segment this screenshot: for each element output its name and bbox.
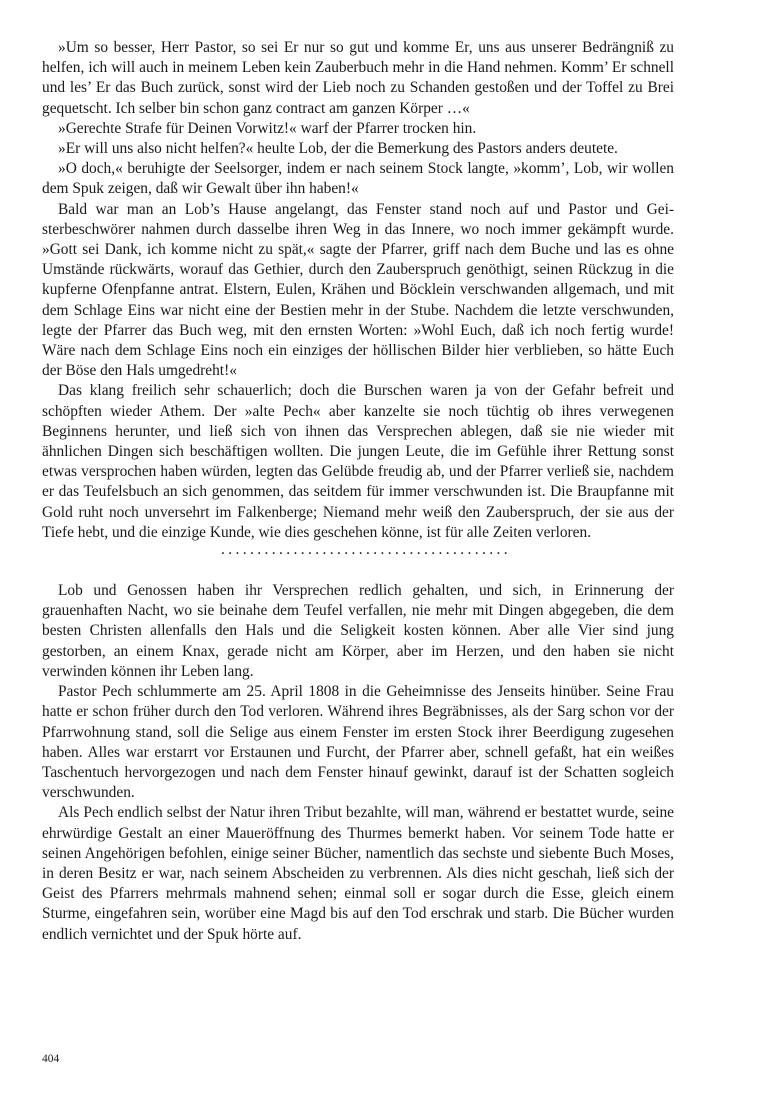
paragraph: Pastor Pech schlummerte am 25. April 1808 in die Geheimnisse des Jenseits hinüber. Seine Frau hatte er schon früher durch den Tod verloren. Während ihres Begräbnisses, als der Sarg schon vor der Pfarrwohnung stand, soll die Selige aus einem Fenster im ersten Stock ihrer Beerdigung zugesehen haben. Alles war erstarrt vor Erstaunen und Furcht, der Pfarrer aber, schnell gefaßt, hat ein weißes Taschentuch hervorgezogen und nach dem Fenster hinauf gewinkt, darauf ist der Schatten sogleich verschwunden. [42,683,674,802]
paragraph: Lob und Genossen haben ihr Versprechen redlich gehalten, und sich, in Erinnerung der grauenhaften Nacht, wo sie beinahe dem Teufel verfallen, nie mehr mit Dingen abgegeben, die dem besten Christen allenfalls den Hals und die Seligkeit kosten können. Aber alle Vier sind jung gestorben, an einem Knax, gerade nicht am Körper, aber im Herzen, und den haben sie nicht verwinden können ihr Leben lang. [42,582,674,680]
paragraph: Als Pech endlich selbst der Natur ihren Tribut bezahlte, will man, während er bestattet wurde, seine ehrwürdige Gestalt an einer Maueröffnung des Thurmes bemerkt haben. Vor seinem Tode hatte er seinen Angehörigen befohlen, einige seiner Bücher, namentlich das sechste und siebente Buch Moses, in deren Besitz er war, nach seinem Abscheiden zu verbrennen. Als dies nicht geschah, ließ sich der Geist des Pfarrers mehrmals mahnend sehen; einmal soll er sogar durch die Esse, gleich einem Sturme, eingefahren sein, worüber eine Magd bis auf den Tod erschrak und starb. Die Bücher wurden endlich vernichtet und der Spuk hörte auf. [42,804,674,943]
page-body [42,38,674,945]
paragraph: »Um so besser, Herr Pastor, so sei Er nur so gut und komme Er, uns aus unserer Bedrängniß zu helfen, ich will auch in meinem Leben kein Zauberbuch mehr in die Hand nehmen. Komm’ Er schnell und les’ Er das Buch zurück, sonst wird der Lieb noch zu Schanden gestoßen und der Toffel zu Brei gequetscht. Ich selber bin schon ganz contract am ganzen Körper …« [42,39,674,117]
page-number: 404 [42,1053,60,1065]
paragraph: »Er will uns also nicht helfen?« heulte Lob, der die Bemerkung des Pastors anders deutete. [58,140,618,158]
paragraph: Das klang freilich sehr schauerlich; doch die Burschen waren ja von der Gefahr befreit und schöpften wieder Athem. Der »alte Pech« aber kanzelte sie noch tüchtig ob ihres verwegenen Beginnens herunter, und ließ sich von ihnen das Versprechen ablegen, daß sie nie wieder mit ähnlichen Dingen sich beschäftigen wollten. Die jungen Leute, die im Gefühle ihrer Rettung sonst etwas versprochen haben würden, legten das Gelübde freudig ab, und der Pfarrer verließ sie, nachdem er das Teufelsbuch an sich genommen, das seitdem für immer verschwunden ist. Die Braupfanne mit Gold ruht noch unversehrt im Falkenberge; Niemand mehr weiß den Zauberspruch, der sie aus der Tiefe hebt, und die einzige Kunde, wie dies geschehen könne, ist für alle Zeiten verloren. [42,382,674,541]
section-separator: ........................................ [221,541,511,559]
paragraph: »Gerechte Strafe für Deinen Vorwitz!« warf der Pfarrer trocken hin. [58,119,477,137]
section-gap [42,563,674,581]
paragraph: »O doch,« beruhigte der Seelsorger, indem er nach seinem Stock langte, »komm’, Lob, wir wollen dem Spuk zeigen, daß wir Gewalt über ihn haben!« [42,160,674,198]
paragraph: Bald war man an Lob’s Hause angelangt, das Fenster stand noch auf und Pastor und Geisterbeschwörer nahmen durch dasselbe ihren Weg in das Innere, wo noch immer gekämpft wurde. »Gott sei Dank, ich komme nicht zu spät,« sagte der Pfarrer, griff nach dem Buche und las es ohne Umstände rückwärts, worauf das Gethier, durch den Zauberspruch genöthigt, seinen Rückzug in die kupferne Ofenpfanne antrat. Elstern, Eulen, Krähen und Böcklein verschwanden allgemach, und mit dem Schlage Eins war nicht eine der Bestien mehr in der Stube. Nachdem die letzte verschwunden, legte der Pfarrer das Buch weg, mit den ernsten Worten: »Wohl Euch, daß ich noch fertig wurde! Wäre nach dem Schlage Eins noch ein einziges der höllischen Bilder hier verblieben, so hätte Euch der Böse den Hals umgedreht!« [42,200,674,380]
